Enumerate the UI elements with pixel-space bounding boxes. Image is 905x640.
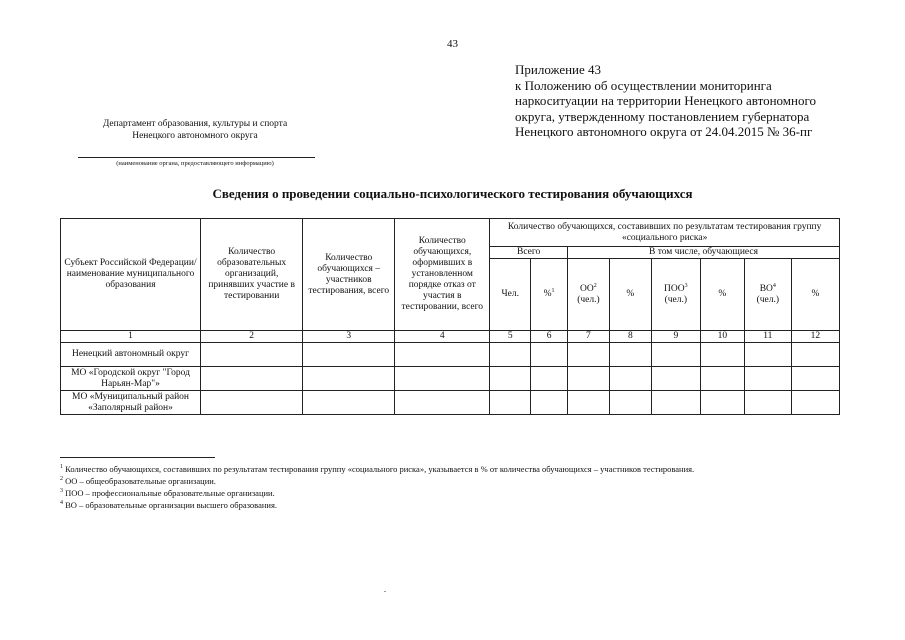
footnote: $^2$ ОО – общеобразовательные организации. (60, 476, 216, 486)
data-cell[interactable] (700, 391, 744, 415)
data-cell[interactable] (303, 343, 395, 367)
column-number: 5 (490, 331, 531, 343)
row-label: МО «Городской округ "Город Нарьян-Мар"» (61, 367, 201, 391)
data-cell[interactable] (567, 367, 609, 391)
column-number: 9 (651, 331, 700, 343)
column-number: 12 (791, 331, 839, 343)
column-number: 10 (700, 331, 744, 343)
column-number: 8 (609, 331, 651, 343)
header-percent-poo: % (700, 259, 744, 331)
column-number: 4 (395, 331, 490, 343)
header-including: В том числе, обучающиеся (567, 247, 839, 259)
data-cell[interactable] (609, 391, 651, 415)
header-vo: $ВО^4$ (чел.) (744, 259, 791, 331)
header-total: Всего (490, 247, 568, 259)
footnote-separator (60, 457, 215, 458)
header-poo: ПОО$^3$ (чел.) (651, 259, 700, 331)
data-cell[interactable] (609, 367, 651, 391)
data-cell[interactable] (201, 367, 303, 391)
data-cell[interactable] (531, 343, 568, 367)
data-cell[interactable] (567, 391, 609, 415)
data-cell[interactable] (744, 391, 791, 415)
data-cell[interactable] (651, 367, 700, 391)
footnote: $^4$ ВО – образовательные организации высшего образования. (60, 500, 277, 510)
header-oo: $ОО^2$ (чел.) (567, 259, 609, 331)
header-orgs-count: Количество образовательных организаций, принявших участие в тестировании (201, 219, 303, 331)
column-number: 11 (744, 331, 791, 343)
column-number: 2 (201, 331, 303, 343)
data-cell[interactable] (490, 391, 531, 415)
appendix-line: Ненецкого автономного округа от 24.04.2015 № 36-пг (515, 124, 813, 139)
appendix-line: Приложение 43 (515, 62, 602, 77)
header-participants: Количество обучающихся – участников тестирования, всего (303, 219, 395, 331)
column-number: 1 (61, 331, 201, 343)
header-percent-vo: % (791, 259, 839, 331)
column-number: 6 (531, 331, 568, 343)
data-cell[interactable] (303, 391, 395, 415)
testing-table (60, 218, 840, 415)
data-cell[interactable] (651, 391, 700, 415)
data-cell[interactable] (531, 391, 568, 415)
data-cell[interactable] (531, 367, 568, 391)
header-refusals: Количество обучающихся, оформивших в установленном порядке отказ от участия в тестировании, всего (395, 219, 490, 331)
department-underline (78, 157, 315, 158)
appendix-block (515, 62, 895, 140)
header-percent-total: %$^1$ (531, 259, 568, 331)
department-name (60, 118, 330, 142)
header-subject: Субъект Российской Федерации/наименование муниципального образования (61, 219, 201, 331)
column-number: 7 (567, 331, 609, 343)
header-percent-oo: % (609, 259, 651, 331)
row-label: МО «Муниципальный район «Заполярный район» (61, 391, 201, 415)
appendix-line: к Положению об осуществлении мониторинга (515, 77, 772, 93)
column-number: 3 (303, 331, 395, 343)
data-cell[interactable] (395, 367, 490, 391)
data-cell[interactable] (303, 367, 395, 391)
footnote: $^1$ Количество обучающихся, составивших по результатам тестирования группу «социального риска», указывается в % от количества обучающихся – участников тестирования. (60, 464, 695, 474)
page-number: 43 (447, 38, 458, 50)
table-row (61, 391, 840, 415)
data-cell[interactable] (201, 343, 303, 367)
scan-speck (384, 591, 386, 592)
data-cell[interactable] (567, 343, 609, 367)
data-cell[interactable] (609, 343, 651, 367)
data-cell[interactable] (201, 391, 303, 415)
appendix-line: округа, утвержденному постановлением губернатора (515, 108, 810, 124)
data-cell[interactable] (744, 343, 791, 367)
appendix-line: наркоситуации на территории Ненецкого автономного (515, 93, 816, 108)
data-cell[interactable] (744, 367, 791, 391)
data-cell[interactable] (700, 367, 744, 391)
data-cell[interactable] (791, 367, 839, 391)
department-line: Департамент образования, культуры и спорта (102, 119, 288, 129)
row-label: Ненецкий автономный округ (61, 343, 201, 367)
table-row (61, 367, 840, 391)
header-risk-group: Количество обучающихся, составивших по результатам тестирования группу «социального риска» (490, 219, 840, 247)
data-cell[interactable] (651, 343, 700, 367)
data-cell[interactable] (791, 391, 839, 415)
footnote: $^3$ ПОО – профессиональные образовательные организации. (60, 488, 275, 498)
department-line: Ненецкого автономного округа (132, 131, 258, 141)
data-cell[interactable] (490, 343, 531, 367)
data-cell[interactable] (490, 367, 531, 391)
data-cell[interactable] (395, 343, 490, 367)
table-row (61, 343, 840, 367)
document-title: Сведения о проведении социально-психологического тестирования обучающихся (212, 186, 693, 201)
data-cell[interactable] (395, 391, 490, 415)
header-people: Чел. (490, 259, 531, 331)
data-cell[interactable] (791, 343, 839, 367)
footnotes (60, 463, 890, 511)
data-cell[interactable] (700, 343, 744, 367)
department-caption: (наименование органа, предоставляющего информацию) (116, 160, 274, 167)
